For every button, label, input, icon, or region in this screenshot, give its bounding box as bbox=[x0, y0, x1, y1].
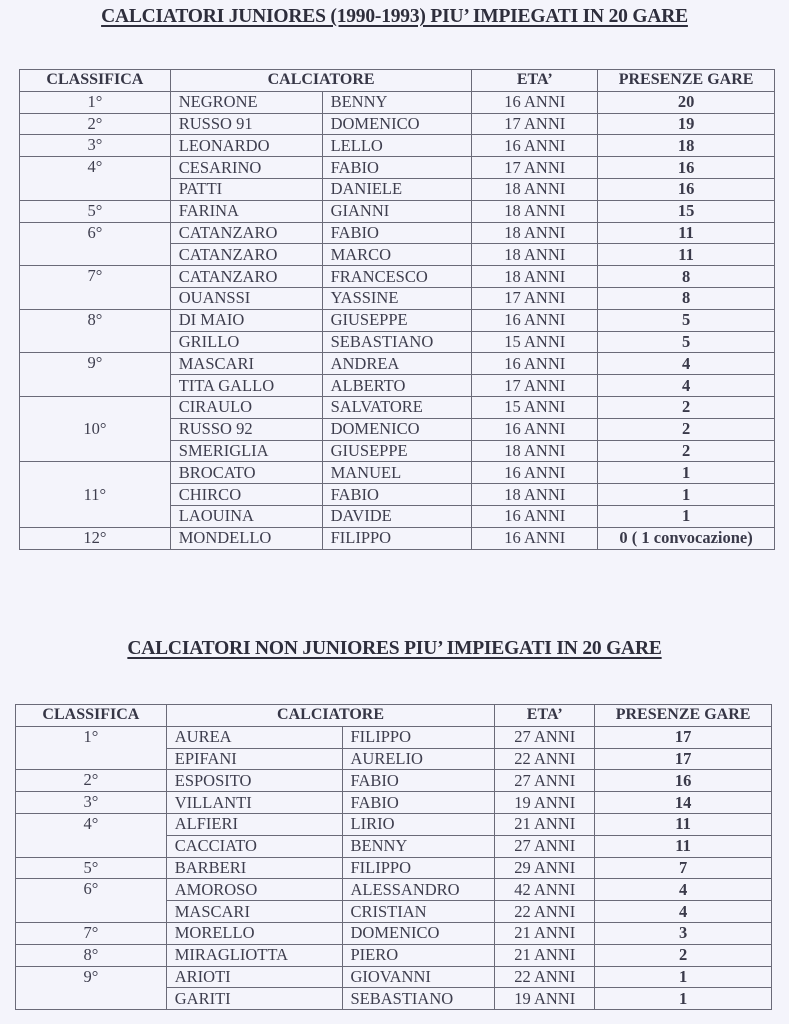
age-cell: 29 ANNI bbox=[495, 857, 595, 879]
age-cell: 18 ANNI bbox=[472, 200, 598, 222]
rank-cell: 8° bbox=[16, 944, 167, 966]
table-row bbox=[20, 222, 775, 244]
rank-cell: 12° bbox=[20, 527, 171, 549]
age-cell: 18 ANNI bbox=[472, 484, 598, 506]
name-cell: FRANCESCO bbox=[322, 266, 472, 288]
rank-cell: 8° bbox=[20, 309, 171, 353]
header-eta: ETA’ bbox=[495, 705, 595, 727]
surname-cell: CESARINO bbox=[170, 157, 322, 179]
surname-cell: LAOUINA bbox=[170, 505, 322, 527]
age-cell: 18 ANNI bbox=[472, 178, 598, 200]
name-cell: YASSINE bbox=[322, 287, 472, 309]
age-cell: 18 ANNI bbox=[472, 266, 598, 288]
age-cell: 16 ANNI bbox=[472, 135, 598, 157]
surname-cell: GARITI bbox=[166, 988, 342, 1010]
table-row bbox=[16, 770, 772, 792]
presenze-cell: 1 bbox=[598, 484, 775, 506]
age-cell: 42 ANNI bbox=[495, 879, 595, 901]
age-cell: 18 ANNI bbox=[472, 222, 598, 244]
age-cell: 17 ANNI bbox=[472, 157, 598, 179]
presenze-cell: 11 bbox=[598, 222, 775, 244]
surname-cell: RUSSO 91 bbox=[170, 113, 322, 135]
surname-cell: OUANSSI bbox=[170, 287, 322, 309]
name-cell: ALBERTO bbox=[322, 375, 472, 397]
table-row bbox=[20, 309, 775, 331]
surname-cell: AMOROSO bbox=[166, 879, 342, 901]
age-cell: 16 ANNI bbox=[472, 353, 598, 375]
surname-cell: RUSSO 92 bbox=[170, 418, 322, 440]
age-cell: 16 ANNI bbox=[472, 505, 598, 527]
surname-cell: FARINA bbox=[170, 200, 322, 222]
surname-cell: VILLANTI bbox=[166, 792, 342, 814]
rank-cell: 11° bbox=[20, 462, 171, 527]
name-cell: FABIO bbox=[322, 222, 472, 244]
rank-cell: 6° bbox=[16, 879, 167, 923]
presenze-cell: 7 bbox=[595, 857, 772, 879]
presenze-cell: 15 bbox=[598, 200, 775, 222]
name-cell: DOMENICO bbox=[322, 113, 472, 135]
name-cell: LIRIO bbox=[342, 813, 495, 835]
presenze-cell: 20 bbox=[598, 91, 775, 113]
table-row bbox=[20, 353, 775, 375]
table-row bbox=[20, 396, 775, 418]
rank-cell: 4° bbox=[16, 813, 167, 857]
table-row bbox=[16, 966, 772, 988]
surname-cell: CATANZARO bbox=[170, 222, 322, 244]
header-presenze: PRESENZE GARE bbox=[595, 705, 772, 727]
presenze-cell: 11 bbox=[598, 244, 775, 266]
header-classifica: CLASSIFICA bbox=[20, 70, 171, 92]
presenze-cell: 0 ( 1 convocazione) bbox=[598, 527, 775, 549]
name-cell: FILIPPO bbox=[322, 527, 472, 549]
header-eta: ETA’ bbox=[472, 70, 598, 92]
age-cell: 22 ANNI bbox=[495, 966, 595, 988]
name-cell: FABIO bbox=[342, 792, 495, 814]
age-cell: 27 ANNI bbox=[495, 770, 595, 792]
surname-cell: LEONARDO bbox=[170, 135, 322, 157]
presenze-cell: 1 bbox=[595, 966, 772, 988]
name-cell: GIOVANNI bbox=[342, 966, 495, 988]
age-cell: 15 ANNI bbox=[472, 331, 598, 353]
surname-cell: CATANZARO bbox=[170, 266, 322, 288]
surname-cell: GRILLO bbox=[170, 331, 322, 353]
rank-cell: 4° bbox=[20, 157, 171, 201]
age-cell: 27 ANNI bbox=[495, 835, 595, 857]
age-cell: 21 ANNI bbox=[495, 813, 595, 835]
presenze-cell: 19 bbox=[598, 113, 775, 135]
rank-cell: 5° bbox=[16, 857, 167, 879]
surname-cell: ESPOSITO bbox=[166, 770, 342, 792]
surname-cell: MONDELLO bbox=[170, 527, 322, 549]
surname-cell: CIRAULO bbox=[170, 396, 322, 418]
age-cell: 17 ANNI bbox=[472, 113, 598, 135]
surname-cell: CHIRCO bbox=[170, 484, 322, 506]
rank-cell: 3° bbox=[20, 135, 171, 157]
age-cell: 17 ANNI bbox=[472, 287, 598, 309]
name-cell: DOMENICO bbox=[322, 418, 472, 440]
presenze-cell: 16 bbox=[595, 770, 772, 792]
table-row bbox=[20, 91, 775, 113]
name-cell: DOMENICO bbox=[342, 922, 495, 944]
age-cell: 27 ANNI bbox=[495, 726, 595, 748]
header-calciatore: CALCIATORE bbox=[166, 705, 495, 727]
rank-cell: 6° bbox=[20, 222, 171, 266]
name-cell: PIERO bbox=[342, 944, 495, 966]
name-cell: DAVIDE bbox=[322, 505, 472, 527]
name-cell: BENNY bbox=[322, 91, 472, 113]
name-cell: CRISTIAN bbox=[342, 901, 495, 923]
name-cell: SEBASTIANO bbox=[322, 331, 472, 353]
presenze-cell: 1 bbox=[595, 988, 772, 1010]
presenze-cell: 3 bbox=[595, 922, 772, 944]
age-cell: 22 ANNI bbox=[495, 901, 595, 923]
presenze-cell: 17 bbox=[595, 726, 772, 748]
surname-cell: CACCIATO bbox=[166, 835, 342, 857]
name-cell: FABIO bbox=[322, 484, 472, 506]
name-cell: AURELIO bbox=[342, 748, 495, 770]
age-cell: 16 ANNI bbox=[472, 527, 598, 549]
surname-cell: ARIOTI bbox=[166, 966, 342, 988]
surname-cell: MORELLO bbox=[166, 922, 342, 944]
header-presenze: PRESENZE GARE bbox=[598, 70, 775, 92]
presenze-cell: 4 bbox=[598, 353, 775, 375]
presenze-cell: 17 bbox=[595, 748, 772, 770]
juniores-table bbox=[19, 69, 775, 550]
table-row bbox=[16, 922, 772, 944]
header-classifica: CLASSIFICA bbox=[16, 705, 167, 727]
name-cell: FABIO bbox=[342, 770, 495, 792]
name-cell: GIANNI bbox=[322, 200, 472, 222]
rank-cell: 1° bbox=[20, 91, 171, 113]
age-cell: 17 ANNI bbox=[472, 375, 598, 397]
table-row bbox=[16, 813, 772, 835]
presenze-cell: 1 bbox=[598, 505, 775, 527]
name-cell: FILIPPO bbox=[342, 726, 495, 748]
presenze-cell: 16 bbox=[598, 157, 775, 179]
table-row bbox=[20, 113, 775, 135]
surname-cell: PATTI bbox=[170, 178, 322, 200]
age-cell: 16 ANNI bbox=[472, 309, 598, 331]
surname-cell: BROCATO bbox=[170, 462, 322, 484]
age-cell: 19 ANNI bbox=[495, 792, 595, 814]
presenze-cell: 4 bbox=[598, 375, 775, 397]
rank-cell: 2° bbox=[16, 770, 167, 792]
presenze-cell: 8 bbox=[598, 287, 775, 309]
surname-cell: MASCARI bbox=[170, 353, 322, 375]
rank-cell: 7° bbox=[20, 266, 171, 310]
surname-cell: EPIFANI bbox=[166, 748, 342, 770]
presenze-cell: 2 bbox=[595, 944, 772, 966]
non-juniores-title: CALCIATORI NON JUNIORES PIU’ IMPIEGATI IN 20 GARE bbox=[127, 638, 662, 659]
surname-cell: NEGRONE bbox=[170, 91, 322, 113]
name-cell: FABIO bbox=[322, 157, 472, 179]
presenze-cell: 8 bbox=[598, 266, 775, 288]
presenze-cell: 11 bbox=[595, 835, 772, 857]
table-row bbox=[20, 462, 775, 484]
presenze-cell: 16 bbox=[598, 178, 775, 200]
surname-cell: CATANZARO bbox=[170, 244, 322, 266]
name-cell: MANUEL bbox=[322, 462, 472, 484]
surname-cell: DI MAIO bbox=[170, 309, 322, 331]
surname-cell: TITA GALLO bbox=[170, 375, 322, 397]
presenze-cell: 4 bbox=[595, 879, 772, 901]
name-cell: ALESSANDRO bbox=[342, 879, 495, 901]
table-row bbox=[20, 157, 775, 179]
surname-cell: BARBERI bbox=[166, 857, 342, 879]
age-cell: 18 ANNI bbox=[472, 440, 598, 462]
age-cell: 21 ANNI bbox=[495, 922, 595, 944]
surname-cell: MIRAGLIOTTA bbox=[166, 944, 342, 966]
rank-cell: 3° bbox=[16, 792, 167, 814]
surname-cell: MASCARI bbox=[166, 901, 342, 923]
rank-cell: 1° bbox=[16, 726, 167, 770]
rank-cell: 9° bbox=[20, 353, 171, 397]
rank-cell: 10° bbox=[20, 396, 171, 461]
presenze-cell: 18 bbox=[598, 135, 775, 157]
age-cell: 22 ANNI bbox=[495, 748, 595, 770]
juniores-title: CALCIATORI JUNIORES (1990-1993) PIU’ IMPIEGATI IN 20 GARE bbox=[101, 6, 688, 27]
header-row bbox=[20, 70, 775, 92]
name-cell: MARCO bbox=[322, 244, 472, 266]
presenze-cell: 2 bbox=[598, 396, 775, 418]
presenze-cell: 1 bbox=[598, 462, 775, 484]
surname-cell: AUREA bbox=[166, 726, 342, 748]
non-juniores-table bbox=[15, 704, 772, 1010]
rank-cell: 9° bbox=[16, 966, 167, 1010]
presenze-cell: 14 bbox=[595, 792, 772, 814]
table-row bbox=[20, 527, 775, 549]
table-row bbox=[16, 792, 772, 814]
table-row bbox=[20, 135, 775, 157]
age-cell: 16 ANNI bbox=[472, 462, 598, 484]
name-cell: DANIELE bbox=[322, 178, 472, 200]
header-calciatore: CALCIATORE bbox=[170, 70, 472, 92]
rank-cell: 5° bbox=[20, 200, 171, 222]
presenze-cell: 4 bbox=[595, 901, 772, 923]
name-cell: GIUSEPPE bbox=[322, 440, 472, 462]
table-row bbox=[16, 857, 772, 879]
name-cell: SALVATORE bbox=[322, 396, 472, 418]
table-row bbox=[16, 879, 772, 901]
presenze-cell: 11 bbox=[595, 813, 772, 835]
presenze-cell: 2 bbox=[598, 418, 775, 440]
name-cell: SEBASTIANO bbox=[342, 988, 495, 1010]
table-row bbox=[20, 200, 775, 222]
presenze-cell: 2 bbox=[598, 440, 775, 462]
table-row bbox=[20, 266, 775, 288]
age-cell: 19 ANNI bbox=[495, 988, 595, 1010]
age-cell: 16 ANNI bbox=[472, 91, 598, 113]
surname-cell: ALFIERI bbox=[166, 813, 342, 835]
rank-cell: 7° bbox=[16, 922, 167, 944]
age-cell: 15 ANNI bbox=[472, 396, 598, 418]
name-cell: LELLO bbox=[322, 135, 472, 157]
presenze-cell: 5 bbox=[598, 331, 775, 353]
name-cell: GIUSEPPE bbox=[322, 309, 472, 331]
age-cell: 21 ANNI bbox=[495, 944, 595, 966]
presenze-cell: 5 bbox=[598, 309, 775, 331]
table-row bbox=[16, 726, 772, 748]
table-row bbox=[16, 944, 772, 966]
name-cell: BENNY bbox=[342, 835, 495, 857]
name-cell: FILIPPO bbox=[342, 857, 495, 879]
rank-cell: 2° bbox=[20, 113, 171, 135]
age-cell: 18 ANNI bbox=[472, 244, 598, 266]
age-cell: 16 ANNI bbox=[472, 418, 598, 440]
name-cell: ANDREA bbox=[322, 353, 472, 375]
surname-cell: SMERIGLIA bbox=[170, 440, 322, 462]
header-row bbox=[16, 705, 772, 727]
